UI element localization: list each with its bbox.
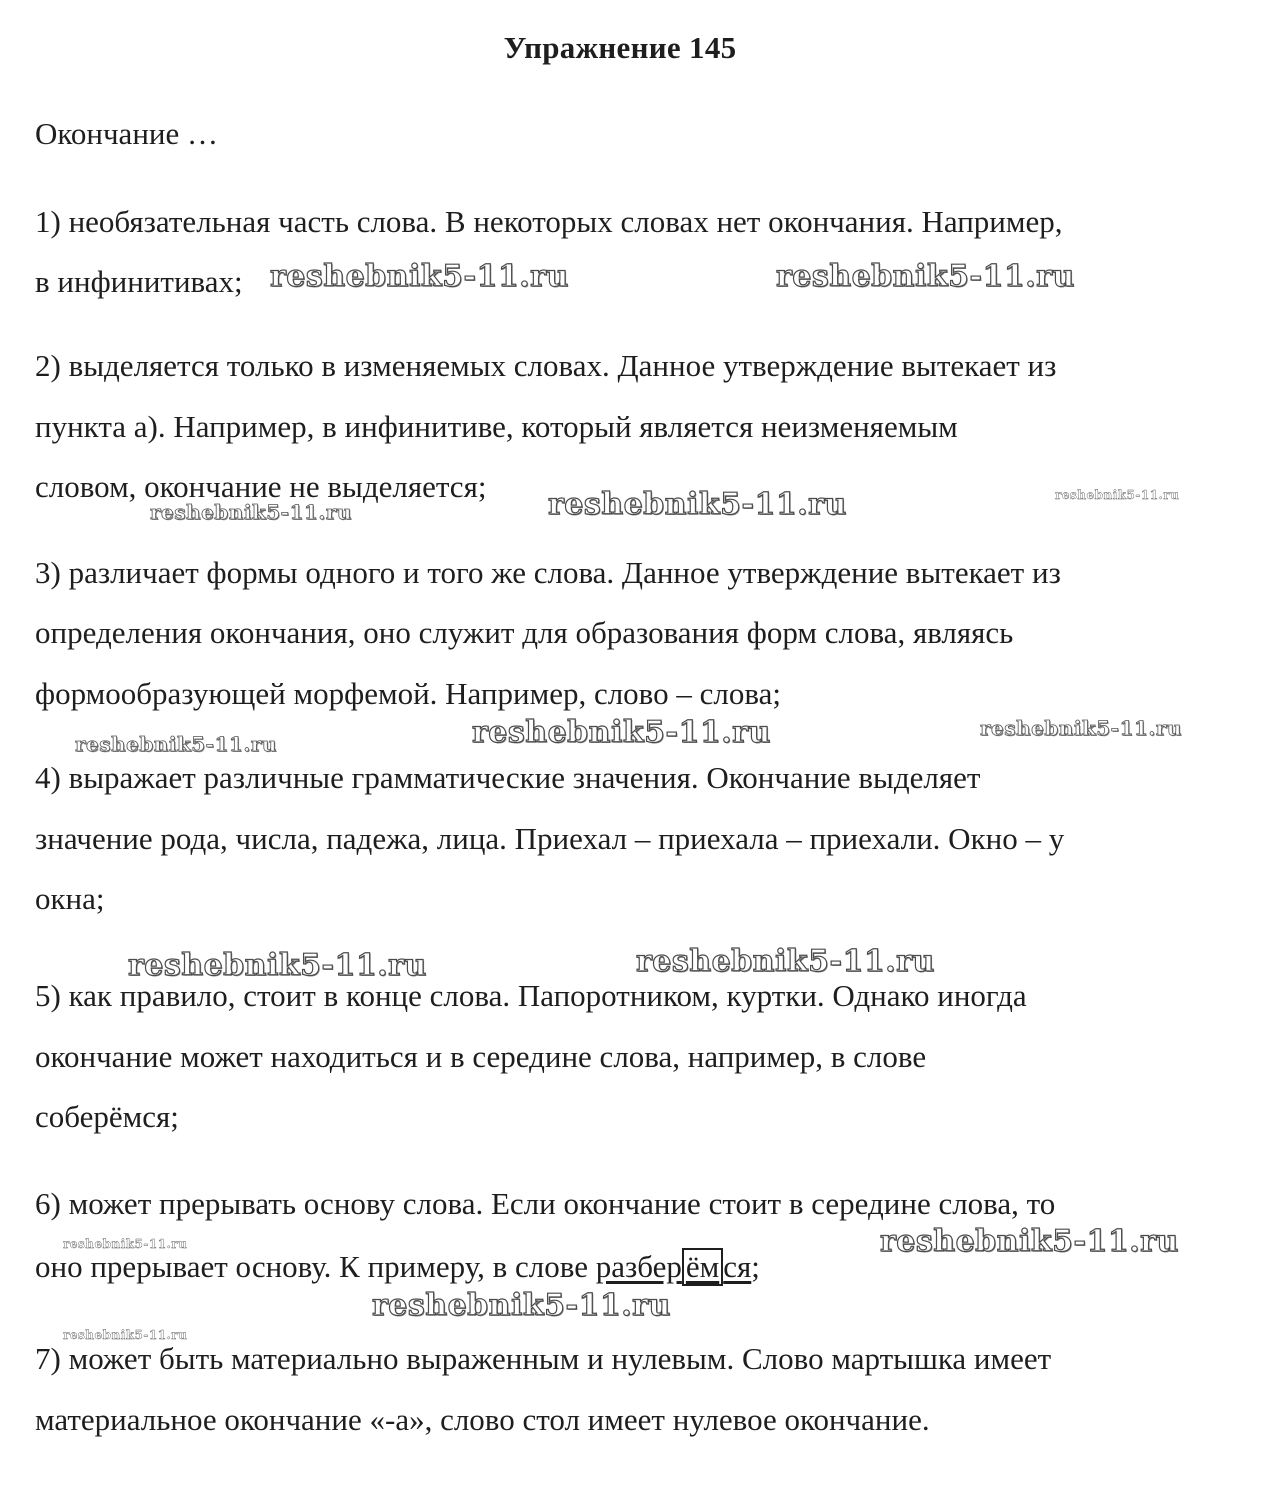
item-6-line-2-prefix: оно прерывает основу. К примеру, в слове: [35, 1249, 596, 1284]
item-3-line-1: 3) различает формы одного и того же слова. Данное утверждение вытекает из: [35, 555, 1061, 590]
item-6-line-2: [35, 1247, 760, 1287]
item-1-line-1: 1) необязательная часть слова. В некоторых словах нет окончания. Например,: [35, 204, 1063, 239]
item-3-line-3: формообразующей морфемой. Например, слово – слова;: [35, 676, 781, 711]
item-5-line-2: окончание может находиться и в середине слова, например, в слове: [35, 1039, 927, 1074]
word-ending-box: ём: [682, 1248, 723, 1286]
item-5-line-1: 5) как правило, стоит в конце слова. Папоротником, куртки. Однако иногда: [35, 978, 1027, 1013]
watermark: reshebnik5-11.ru: [880, 1224, 1179, 1259]
item-1-line-2: в инфинитивах;: [35, 264, 243, 299]
intro-text: Окончание …: [35, 116, 219, 151]
watermark: reshebnik5-11.ru: [1055, 488, 1180, 502]
item-4-line-1: 4) выражает различные грамматические значения. Окончание выделяет: [35, 760, 981, 795]
item-4-line-2: значение рода, числа, падежа, лица. Приехал – приехала – приехали. Окно – у: [35, 821, 1065, 856]
item-5-line-3: соберёмся;: [35, 1099, 179, 1134]
watermark: reshebnik5-11.ru: [980, 716, 1182, 740]
watermark: reshebnik5-11.ru: [63, 1328, 188, 1342]
item-3-line-2: определения окончания, оно служит для образования форм слова, являясь: [35, 615, 1014, 650]
watermark: reshebnik5-11.ru: [548, 487, 847, 522]
item-2-line-3: словом, окончание не выделяется;: [35, 469, 487, 504]
watermark: reshebnik5-11.ru: [128, 948, 427, 983]
watermark: reshebnik5-11.ru: [75, 732, 277, 756]
page-title: Упражнение 145: [503, 30, 737, 65]
watermark: reshebnik5-11.ru: [472, 715, 771, 750]
item-6-line-1: 6) может прерывать основу слова. Если окончание стоит в середине слова, то: [35, 1186, 1056, 1221]
watermark: reshebnik5-11.ru: [150, 500, 352, 524]
item-7-line-2: материальное окончание «-а», слово стол имеет нулевое окончание.: [35, 1402, 930, 1437]
word-stem-part-2: ся: [723, 1249, 752, 1284]
item-2-line-2: пункта а). Например, в инфинитиве, который является неизменяемым: [35, 409, 958, 444]
word-stem-part-1: разбер: [595, 1249, 682, 1284]
item-4-line-3: окна;: [35, 881, 105, 916]
watermark: reshebnik5-11.ru: [636, 944, 935, 979]
watermark: reshebnik5-11.ru: [270, 259, 569, 294]
item-7-line-1: 7) может быть материально выраженным и нулевым. Слово мартышка имеет: [35, 1341, 1052, 1376]
watermark: reshebnik5-11.ru: [372, 1288, 671, 1323]
item-2-line-1: 2) выделяется только в изменяемых словах. Данное утверждение вытекает из: [35, 348, 1057, 383]
item-6-line-2-end: ;: [751, 1249, 760, 1284]
watermark: reshebnik5-11.ru: [776, 259, 1075, 294]
watermark: reshebnik5-11.ru: [63, 1237, 188, 1251]
